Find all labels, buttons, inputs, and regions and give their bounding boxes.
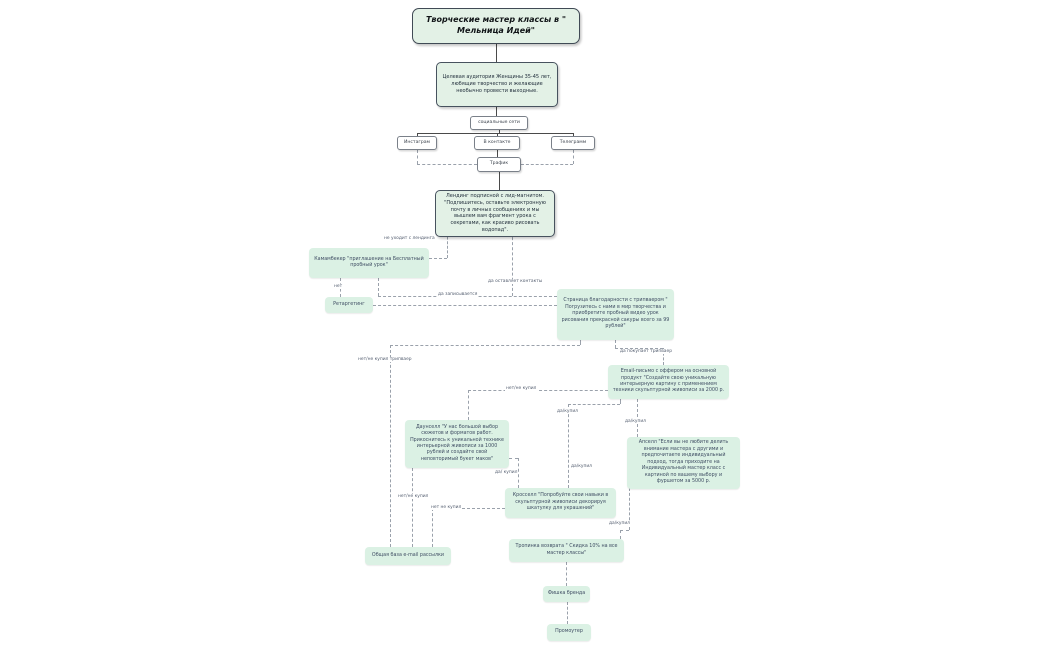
edge-label: да/ купил [495, 470, 518, 475]
connector-line [620, 399, 621, 404]
node-social-networks[interactable]: социальные сети [470, 116, 528, 130]
connector-line [620, 530, 629, 531]
node-downsell[interactable]: Даунселл "У нас большой выбор сюжетов и форматов работ. Прикоснитесь к уникальной технике интерьерной живописи за 1000 рублей и создайте свой неповторимый букет маков" [405, 420, 509, 468]
node-email-offer[interactable]: Email-письмо с оффером на основной продукт "Создайте свою уникальную интерьерную картину с применением техники скульптурной живописи за 2000 р. [608, 365, 729, 399]
edge-label: нет/не купил [398, 494, 429, 499]
edge-label: да оставляет контакты [488, 279, 543, 284]
node-upsell[interactable]: Апселл "Если вы не любите делить внимание мастера с другими и предпочитаете индивидуальный подход, тогда приходите на Индивидуальный мастер класс с картиной по вашему выбору и фуршетом за 5000 р. [627, 437, 740, 489]
edge-label: нет не купил [431, 505, 462, 510]
edge-label: да/купил [571, 464, 592, 469]
edge-label: да записывается [438, 292, 478, 297]
edge-label: да/купил [609, 521, 630, 526]
node-retargeting[interactable]: Ретаргетинг [325, 297, 373, 313]
edge-label: нет/не купил [506, 386, 537, 391]
node-title[interactable]: Творческие мастер классы в " Мельница Идей" [412, 8, 580, 44]
connector-line [429, 258, 447, 259]
connector-line [499, 172, 500, 190]
node-promoter[interactable]: Промоутер [547, 624, 591, 641]
edge-label: да/купил [625, 419, 646, 424]
connector-line [373, 305, 557, 306]
node-comebacker[interactable]: Камамбекер "приглашение на Бесплатный пробный урок" [309, 248, 429, 278]
connector-line [512, 232, 513, 296]
connector-line [378, 278, 379, 296]
connector-line [417, 133, 573, 134]
connector-line [567, 602, 568, 624]
connector-line [497, 150, 498, 157]
connector-line [568, 404, 620, 405]
connector-line [496, 107, 497, 116]
connector-line [521, 164, 573, 165]
node-telegram[interactable]: Телеграмм [551, 136, 595, 150]
connector-line [468, 390, 469, 420]
node-vkontakte[interactable]: В контакте [474, 136, 520, 150]
node-instagram[interactable]: Инстаграм [397, 136, 437, 150]
connector-line [432, 508, 433, 547]
node-audience[interactable]: Целевая аудитория Женщины 35-45 лет, любящие творчество и желающие необычно провести выходные. [436, 62, 558, 107]
edge-label: не уходит с лендинга [384, 236, 435, 241]
edge-label: да покупает трипваер [620, 349, 672, 354]
connector-line [390, 345, 391, 547]
connector-line [580, 340, 581, 345]
node-return-path[interactable]: Тропинка возврата " Скидка 10% на все мастер классы" [509, 539, 624, 562]
connector-line [637, 399, 638, 437]
connector-line [412, 468, 413, 547]
connector-line [620, 530, 621, 539]
connector-line [573, 150, 574, 164]
node-brand-feature[interactable]: Фишка бренда [543, 586, 590, 602]
node-crosssell[interactable]: Кросселл "Попробуйте свои навыки в скульптурной живописи декорируя шкатулку для украшений" [505, 488, 616, 518]
edge-label: нет [334, 284, 343, 289]
connector-line [417, 164, 477, 165]
connector-line [390, 345, 580, 346]
connector-line [468, 390, 608, 391]
node-email-base[interactable]: Общая база e-mail рассылки [365, 547, 451, 565]
node-thankyou-page[interactable]: Страница благодарности с трипваером " Погрузитесь с нами в мир творчества и приобретите пробный видео урок рисования прекрасной сакуры всего за 99 рублей" [557, 289, 674, 340]
node-landing[interactable]: Лендинг подписной с лид-магнитом. "Подпишитесь, оставьте электронную почту в личных сообщениях и мы вышлем вам фрагмент урока с секретами, как красиво рисовать водопад". [435, 190, 555, 237]
edge-label: нет/не купил трипваер [358, 357, 412, 362]
connector-line [509, 458, 518, 459]
connector-line [417, 150, 418, 164]
connector-line [568, 404, 569, 488]
connector-line [566, 562, 567, 586]
connector-line [615, 340, 616, 348]
connector-line [496, 44, 497, 62]
node-traffic[interactable]: Трафик [477, 157, 521, 172]
edge-label: да/купил [557, 409, 578, 414]
